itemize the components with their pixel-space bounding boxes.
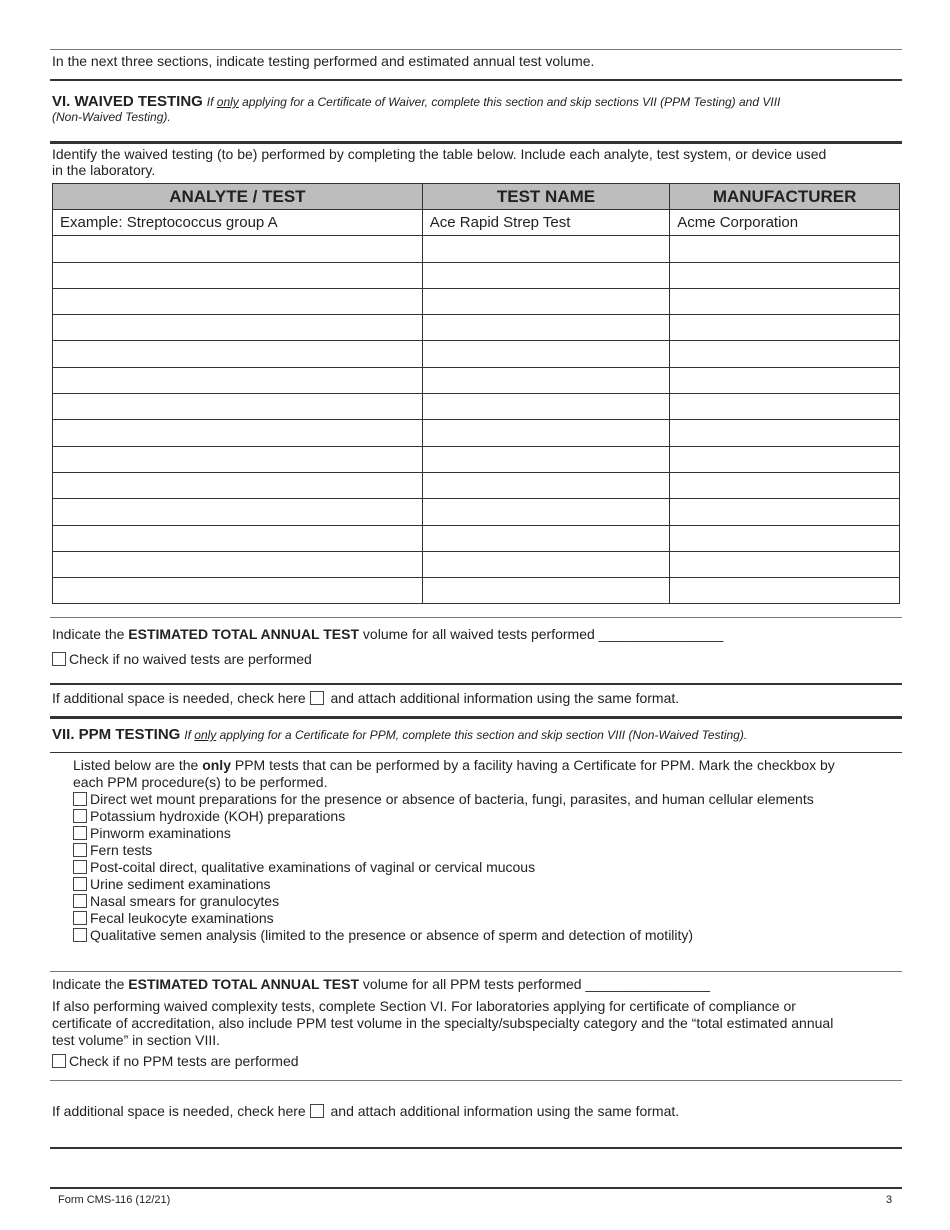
table-cell-input[interactable]	[670, 341, 900, 367]
column-header: ANALYTE / TEST	[53, 184, 423, 210]
ppm-additional-space	[52, 1103, 679, 1120]
label: Indicate the	[52, 626, 129, 642]
table-cell-input[interactable]	[670, 551, 900, 577]
table-row	[53, 367, 900, 393]
table-cell-input[interactable]	[422, 499, 669, 525]
divider	[50, 1080, 902, 1081]
table-cell-input[interactable]	[422, 236, 669, 262]
divider	[50, 79, 902, 81]
table-row	[53, 446, 900, 472]
checkbox-label: Urine sediment examinations	[90, 876, 271, 892]
form-number: Form CMS-116 (12/21)	[58, 1194, 171, 1206]
label: Listed below are the	[73, 757, 203, 773]
example-row	[53, 210, 900, 236]
table-cell-input[interactable]	[53, 578, 423, 604]
column-header: MANUFACTURER	[670, 184, 900, 210]
table-cell-input[interactable]	[422, 551, 669, 577]
waived-instructions-line2: in the laboratory.	[52, 162, 156, 178]
table-cell-input[interactable]	[422, 315, 669, 341]
checkbox[interactable]	[73, 928, 87, 942]
table-row	[53, 420, 900, 446]
checkbox-label: Check if no PPM tests are performed	[69, 1053, 299, 1069]
checkbox[interactable]	[52, 1054, 66, 1068]
table-cell-input[interactable]	[53, 262, 423, 288]
table-cell-input[interactable]	[422, 367, 669, 393]
ppm-test-checkbox-item[interactable]	[73, 893, 279, 910]
ppm-also-text: test volume” in section VIII.	[52, 1032, 221, 1048]
note: applying for a Certificate for PPM, complete this section and skip section VIII (Non-Waived Testing).	[216, 728, 748, 742]
table-cell-input[interactable]	[670, 578, 900, 604]
note: If	[206, 95, 217, 109]
divider	[50, 49, 902, 50]
table-cell-input[interactable]	[670, 525, 900, 551]
table-cell-input[interactable]	[670, 394, 900, 420]
table-cell-input[interactable]	[53, 551, 423, 577]
table-row	[53, 472, 900, 498]
table-cell-input[interactable]	[53, 420, 423, 446]
waived-volume-line[interactable]	[52, 626, 723, 643]
table-row	[53, 341, 900, 367]
label-bold: ESTIMATED TOTAL ANNUAL TEST	[128, 626, 360, 642]
table-cell-input[interactable]	[422, 446, 669, 472]
table-row	[53, 499, 900, 525]
table-cell-input[interactable]	[53, 499, 423, 525]
ppm-also-text: If also performing waived complexity tests, complete Section VI. For laboratories applying for certificate of compliance or	[52, 998, 796, 1014]
table-cell-input[interactable]	[53, 472, 423, 498]
table-row	[53, 525, 900, 551]
no-waived-tests-checkbox-row[interactable]	[52, 651, 312, 668]
volume-field[interactable]: volume for all PPM tests performed ________________	[359, 976, 711, 992]
label-bold: ESTIMATED TOTAL ANNUAL TEST	[128, 976, 360, 992]
ppm-intro-line2: each PPM procedure(s) to be performed.	[73, 774, 328, 790]
table-cell-input[interactable]	[422, 525, 669, 551]
table-cell-input[interactable]	[670, 446, 900, 472]
page-number: 3	[886, 1194, 893, 1206]
note-only: only	[216, 95, 239, 109]
table-row	[53, 315, 900, 341]
checkbox[interactable]	[73, 843, 87, 857]
ppm-test-checkbox-item[interactable]	[73, 859, 535, 876]
footer-divider	[50, 1187, 902, 1189]
waived-testing-table	[52, 183, 900, 604]
label: and attach additional information using the same format.	[326, 1103, 680, 1119]
table-cell-input[interactable]	[53, 394, 423, 420]
checkbox[interactable]	[73, 911, 87, 925]
checkbox-label: Fecal leukocyte examinations	[90, 910, 274, 926]
ppm-also-text: certificate of accreditation, also include PPM test volume in the specialty/subspecialty category and the “total estimated annual	[52, 1015, 834, 1031]
table-cell-input[interactable]	[670, 288, 900, 314]
ppm-test-checkbox-item[interactable]	[73, 808, 345, 825]
table-cell-input[interactable]	[670, 367, 900, 393]
note: applying for a Certificate of Waiver, complete this section and skip sections VII (PPM Testing) and VIII	[238, 95, 781, 109]
ppm-test-checkbox-item[interactable]	[73, 927, 693, 944]
table-cell-input[interactable]	[422, 341, 669, 367]
table-row	[53, 551, 900, 577]
ppm-test-checkbox-item[interactable]	[73, 876, 271, 893]
no-ppm-tests-checkbox-row[interactable]	[52, 1053, 299, 1070]
label: Indicate the	[52, 976, 129, 992]
divider	[50, 716, 902, 719]
label: PPM tests that can be performed by a facility having a Certificate for PPM. Mark the checkbox by	[230, 757, 835, 773]
table-cell-input[interactable]	[670, 420, 900, 446]
table-cell-input[interactable]	[53, 341, 423, 367]
ppm-volume-line[interactable]	[52, 976, 710, 993]
table-cell: Ace Rapid Strep Test	[422, 210, 669, 236]
ppm-test-checkbox-item[interactable]	[73, 910, 274, 927]
table-cell-input[interactable]	[53, 525, 423, 551]
table-row	[53, 578, 900, 604]
table-cell-input[interactable]	[422, 420, 669, 446]
waived-additional-space	[52, 690, 679, 707]
table-row	[53, 288, 900, 314]
label: If additional space is needed, check here	[52, 690, 310, 706]
checkbox-label: Post-coital direct, qualitative examinations of vaginal or cervical mucous	[90, 859, 536, 875]
table-cell-input[interactable]	[422, 262, 669, 288]
checkbox-label: Nasal smears for granulocytes	[90, 893, 280, 909]
checkbox-label: Pinworm examinations	[90, 825, 231, 841]
waived-title: VI. WAIVED TESTING	[52, 93, 203, 110]
table-cell-input[interactable]	[422, 394, 669, 420]
checkbox-label: Potassium hydroxide (KOH) preparations	[90, 808, 346, 824]
divider	[50, 752, 902, 753]
table-cell-input[interactable]	[670, 236, 900, 262]
ppm-intro	[73, 757, 835, 774]
divider	[50, 1147, 902, 1149]
checkbox[interactable]	[73, 894, 87, 908]
divider	[50, 141, 902, 144]
ppm-test-checkbox-item[interactable]	[73, 791, 814, 808]
volume-field[interactable]: volume for all waived tests performed ________________	[359, 626, 724, 642]
checkbox[interactable]	[73, 877, 87, 891]
ppm-title: VII. PPM TESTING	[52, 726, 181, 743]
table-cell-input[interactable]	[53, 315, 423, 341]
waived-note-line2: (Non-Waived Testing).	[52, 110, 171, 124]
table-cell-input[interactable]	[53, 236, 423, 262]
waived-instructions: Identify the waived testing (to be) performed by completing the table below. Include each analyte, test system, or device used	[52, 146, 827, 162]
note: If	[184, 728, 195, 742]
additional-space-checkbox[interactable]	[310, 691, 324, 705]
table-row	[53, 394, 900, 420]
table-cell-input[interactable]	[670, 499, 900, 525]
table-row	[53, 262, 900, 288]
table-cell: Acme Corporation	[670, 210, 900, 236]
table-cell-input[interactable]	[53, 446, 423, 472]
table-row	[53, 236, 900, 262]
checkbox[interactable]	[73, 860, 87, 874]
label-bold: only	[202, 757, 231, 773]
checkbox[interactable]	[73, 809, 87, 823]
table-cell-input[interactable]	[53, 288, 423, 314]
checkbox-label: Qualitative semen analysis (limited to the presence or absence of sperm and detection of motility)	[90, 927, 694, 943]
note-only: only	[194, 728, 217, 742]
divider	[50, 617, 902, 618]
table-cell-input[interactable]	[422, 578, 669, 604]
checkbox[interactable]	[73, 826, 87, 840]
table-cell: Example: Streptococcus group A	[53, 210, 423, 236]
table-cell-input[interactable]	[670, 262, 900, 288]
intro-text: In the next three sections, indicate testing performed and estimated annual test volume.	[52, 53, 595, 69]
checkbox-label: Check if no waived tests are performed	[69, 651, 312, 667]
column-header: TEST NAME	[422, 184, 669, 210]
checkbox[interactable]	[73, 792, 87, 806]
table-cell-input[interactable]	[670, 315, 900, 341]
additional-space-checkbox[interactable]	[310, 1104, 324, 1118]
divider	[50, 683, 902, 685]
checkbox-label: Fern tests	[90, 842, 153, 858]
divider	[50, 971, 902, 972]
label: and attach additional information using the same format.	[326, 690, 680, 706]
checkbox[interactable]	[52, 652, 66, 666]
table-cell-input[interactable]	[422, 288, 669, 314]
ppm-section-header	[52, 726, 747, 744]
table-cell-input[interactable]	[53, 367, 423, 393]
table-cell-input[interactable]	[422, 472, 669, 498]
label: If additional space is needed, check here	[52, 1103, 310, 1119]
table-cell-input[interactable]	[670, 472, 900, 498]
ppm-test-checkbox-item[interactable]	[73, 842, 152, 859]
ppm-test-checkbox-item[interactable]	[73, 825, 231, 842]
checkbox-label: Direct wet mount preparations for the presence or absence of bacteria, fungi, parasites, and human cellular elements	[90, 791, 814, 807]
